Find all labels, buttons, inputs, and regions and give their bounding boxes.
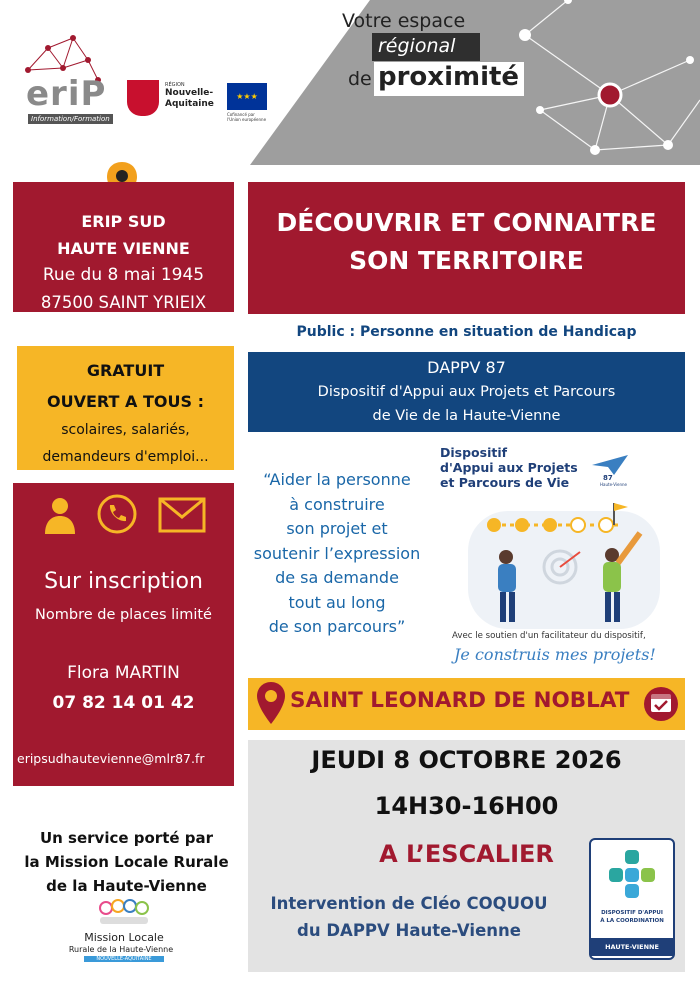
mission-logo-region: NOUVELLE-AQUITAINE (84, 956, 164, 962)
quote-text (243, 468, 431, 640)
region-name-1: Nouvelle- (165, 88, 214, 98)
mission-line-1: Un service porté par (39, 829, 214, 847)
erip-city: 87500 SAINT YRIEIX (40, 293, 207, 312)
mission-text (14, 826, 239, 898)
quote-line: “Aider la personne (263, 470, 411, 489)
quote-line: à construire (289, 494, 385, 514)
event-date: JEUDI 8 OCTOBRE 2026 (311, 746, 622, 774)
erip-name-2: HAUTE VIENNE (57, 239, 190, 258)
dac-cross-icon (605, 848, 659, 902)
erip-street: Rue du 8 mai 1945 (42, 265, 205, 285)
event-title-box (248, 182, 685, 314)
dac-logo (589, 838, 675, 960)
mission-logo-title: Mission Locale (84, 931, 164, 944)
event-title-2: SON TERRITOIRE (349, 246, 584, 275)
mission-line-2: la Mission Locale Rurale (24, 853, 229, 871)
event-title-1: DÉCOUVRIR ET CONNAITRE (276, 208, 657, 237)
mail-icon (158, 497, 206, 533)
contact-email[interactable]: eripsudhautevienne@mlr87.fr (17, 751, 205, 766)
event-speaker-1: Intervention de Cléo COQUOU (270, 894, 548, 913)
illus-title-3: et Parcours de Vie (440, 475, 570, 490)
illus-badge-number: 87 (603, 474, 613, 482)
contact-phone[interactable]: 07 82 14 01 42 (52, 693, 195, 713)
erip-logo-subtitle: Information/Formation (28, 114, 113, 124)
region-name-2: Aquitaine (165, 99, 214, 109)
location-name: SAINT LEONARD DE NOBLAT (290, 688, 630, 713)
quote-line: tout au long (288, 592, 386, 612)
eu-caption-2: l'Union européenne (227, 117, 267, 122)
dappv-desc-1: Dispositif d'Appui aux Projets et Parcours (317, 384, 616, 400)
dac-line-2: À LA COORDINATION (600, 918, 664, 924)
illus-title-2: d'Appui aux Projets (440, 460, 578, 475)
mission-line-3: de la Haute-Vienne (46, 877, 207, 895)
location-pin-icon (257, 682, 285, 724)
eu-caption-1: Cofinancé par (227, 112, 255, 117)
header-line-1: Votre espace (342, 10, 466, 32)
person-icon (43, 497, 77, 535)
header-line-3-word: proximité (378, 62, 520, 92)
mission-logo-sub: Rurale de la Haute-Vienne (68, 945, 174, 954)
illus-badge-text: Haute-Vienne (600, 482, 627, 487)
calendar-icon (643, 684, 679, 722)
region-small-label: RÉGION (165, 82, 185, 88)
dappv-title: DAPPV 87 (427, 358, 506, 377)
event-time: 14H30-16H00 (374, 792, 559, 820)
quote-line: son projet et (286, 519, 388, 538)
header-line-3-prefix: de (348, 68, 372, 90)
audience-2: demandeurs d'emploi... (42, 449, 209, 465)
dappv-illustration (440, 445, 685, 673)
illus-title-1: Dispositif (440, 445, 508, 460)
erip-logo-text: eriP (26, 74, 107, 114)
phone-icon (96, 493, 138, 535)
free-label: GRATUIT (86, 361, 165, 380)
free-access-box (17, 346, 234, 470)
illus-slogan: Je construis mes projets! (454, 645, 656, 664)
eu-flag-icon: ★★★ (227, 83, 267, 110)
dac-line-3: HAUTE-VIENNE (591, 938, 673, 956)
quote-line: soutenir l’expression (253, 543, 421, 563)
limited-places: Nombre de places limité (35, 607, 212, 623)
contact-name: Flora MARTIN (67, 663, 180, 683)
erip-name-1: ERIP SUD (81, 212, 166, 231)
erip-address-box (13, 182, 234, 312)
open-label: OUVERT A TOUS : (47, 392, 204, 411)
header-line-2: régional (378, 35, 456, 57)
region-logo (127, 80, 217, 120)
dappv-box (248, 352, 685, 432)
public-target: Public : Personne en situation de Handicap (296, 324, 637, 340)
location-box (248, 678, 685, 730)
dappv-desc-2: de Vie de la Haute-Vienne (372, 408, 561, 424)
illus-caption: Avec le soutien d'un facilitateur du dispositif, (452, 631, 646, 641)
event-speaker-2: du DAPPV Haute-Vienne (297, 921, 521, 940)
mission-locale-logo (68, 898, 176, 978)
quote-line: de sa demande (275, 568, 399, 587)
dac-line-1: DISPOSITIF D'APPUI (601, 910, 663, 916)
audience-1: scolaires, salariés, (61, 422, 190, 438)
quote-line: de son parcours” (268, 617, 406, 636)
people-climbing-goals-icon (462, 497, 662, 629)
contact-box (13, 483, 234, 786)
region-lion-icon (127, 80, 159, 116)
event-place: A L’ESCALIER (379, 840, 554, 868)
erip-logo (18, 30, 118, 125)
people-icon (96, 898, 152, 928)
eu-logo (227, 83, 267, 127)
signup-label: Sur inscription (44, 569, 203, 594)
